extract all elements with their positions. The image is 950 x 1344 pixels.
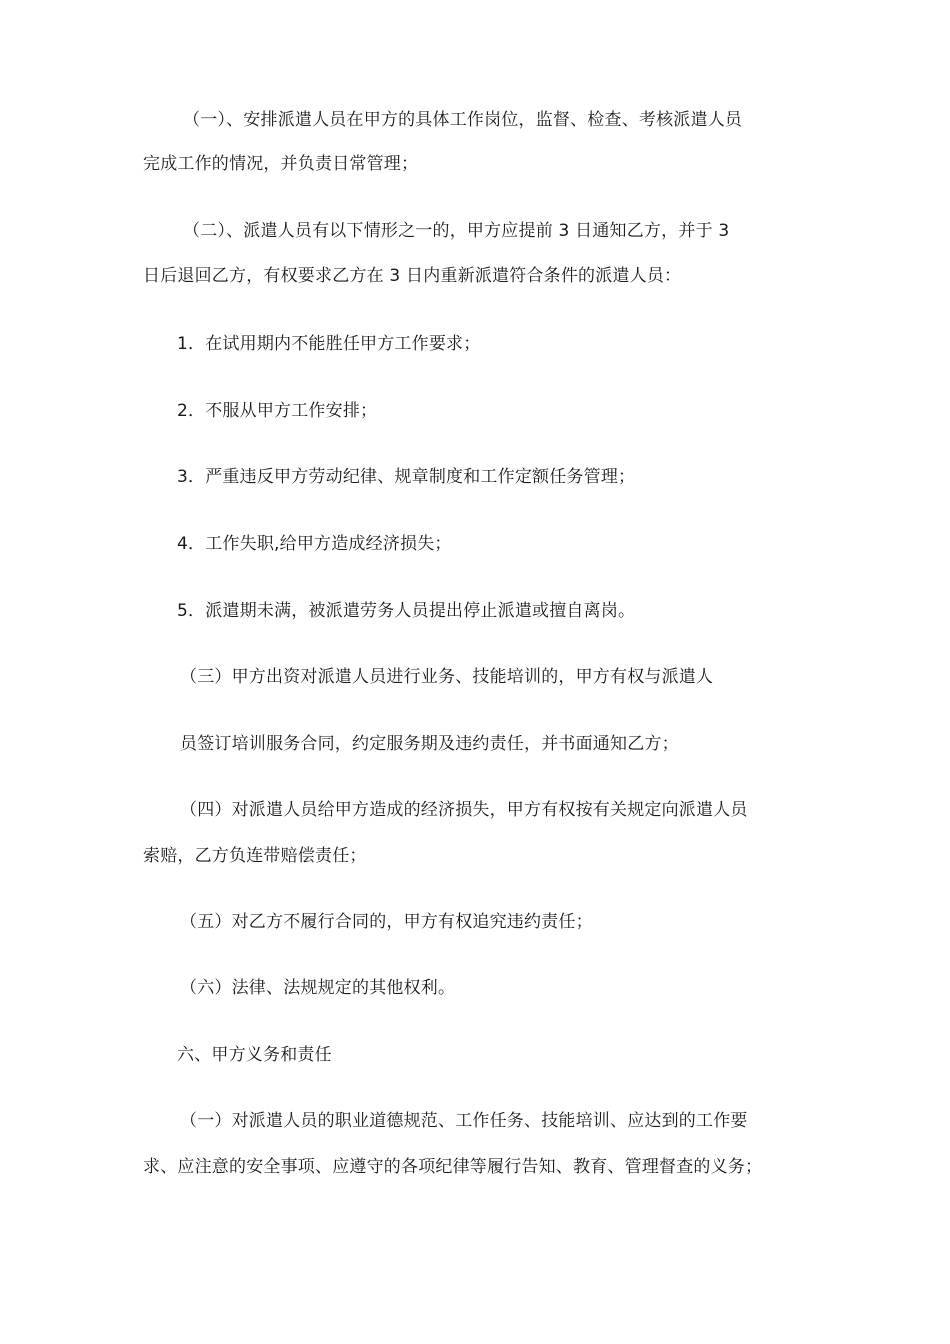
duty-1-line-2: 求、应注意的安全事项、应遵守的各项纪律等履行告知、教育、管理督查的义务；	[143, 1157, 763, 1177]
clause-6-line: （六）法律、法规规定的其他权利。	[180, 978, 456, 998]
section-heading: 六、甲方义务和责任	[177, 1045, 332, 1065]
clause-4-line-1: （四）对派遣人员给甲方造成的经济损失，甲方有权按有关规定向派遣人员	[180, 800, 748, 820]
clause-3-line-2: 员签订培训服务合同，约定服务期及违约责任，并书面通知乙方；	[180, 734, 679, 754]
clause-2-line-1: （二）、派遣人员有以下情形之一的，甲方应提前 3 日通知乙方，并于 3	[183, 221, 730, 241]
clause-2-line-2: 日后退回乙方，有权要求乙方在 3 日内重新派遣符合条件的派遣人员：	[143, 266, 682, 286]
list-item-2: 2．不服从甲方工作安排；	[177, 401, 378, 421]
clause-4-line-2: 索赔，乙方负连带赔偿责任；	[143, 846, 367, 866]
clause-1-line-1: （一）、安排派遣人员在甲方的具体工作岗位，监督、检查、考核派遣人员	[183, 110, 743, 130]
clause-1-line-2: 完成工作的情况，并负责日常管理；	[143, 154, 419, 174]
list-item-3: 3．严重违反甲方劳动纪律、规章制度和工作定额任务管理；	[177, 467, 636, 487]
duty-1-line-1: （一）对派遣人员的职业道德规范、工作任务、技能培训、应达到的工作要	[180, 1111, 748, 1131]
list-item-4: 4．工作失职,给甲方造成经济损失；	[177, 534, 452, 554]
clause-5-line: （五）对乙方不履行合同的，甲方有权追究违约责任；	[180, 912, 593, 932]
clause-3-line-1: （三）甲方出资对派遣人员进行业务、技能培训的，甲方有权与派遣人	[180, 667, 714, 687]
list-item-5: 5．派遣期未满，被派遣劳务人员提出停止派遣或擅自离岗。	[177, 601, 636, 621]
list-item-1: 1．在试用期内不能胜任甲方工作要求；	[177, 334, 481, 354]
